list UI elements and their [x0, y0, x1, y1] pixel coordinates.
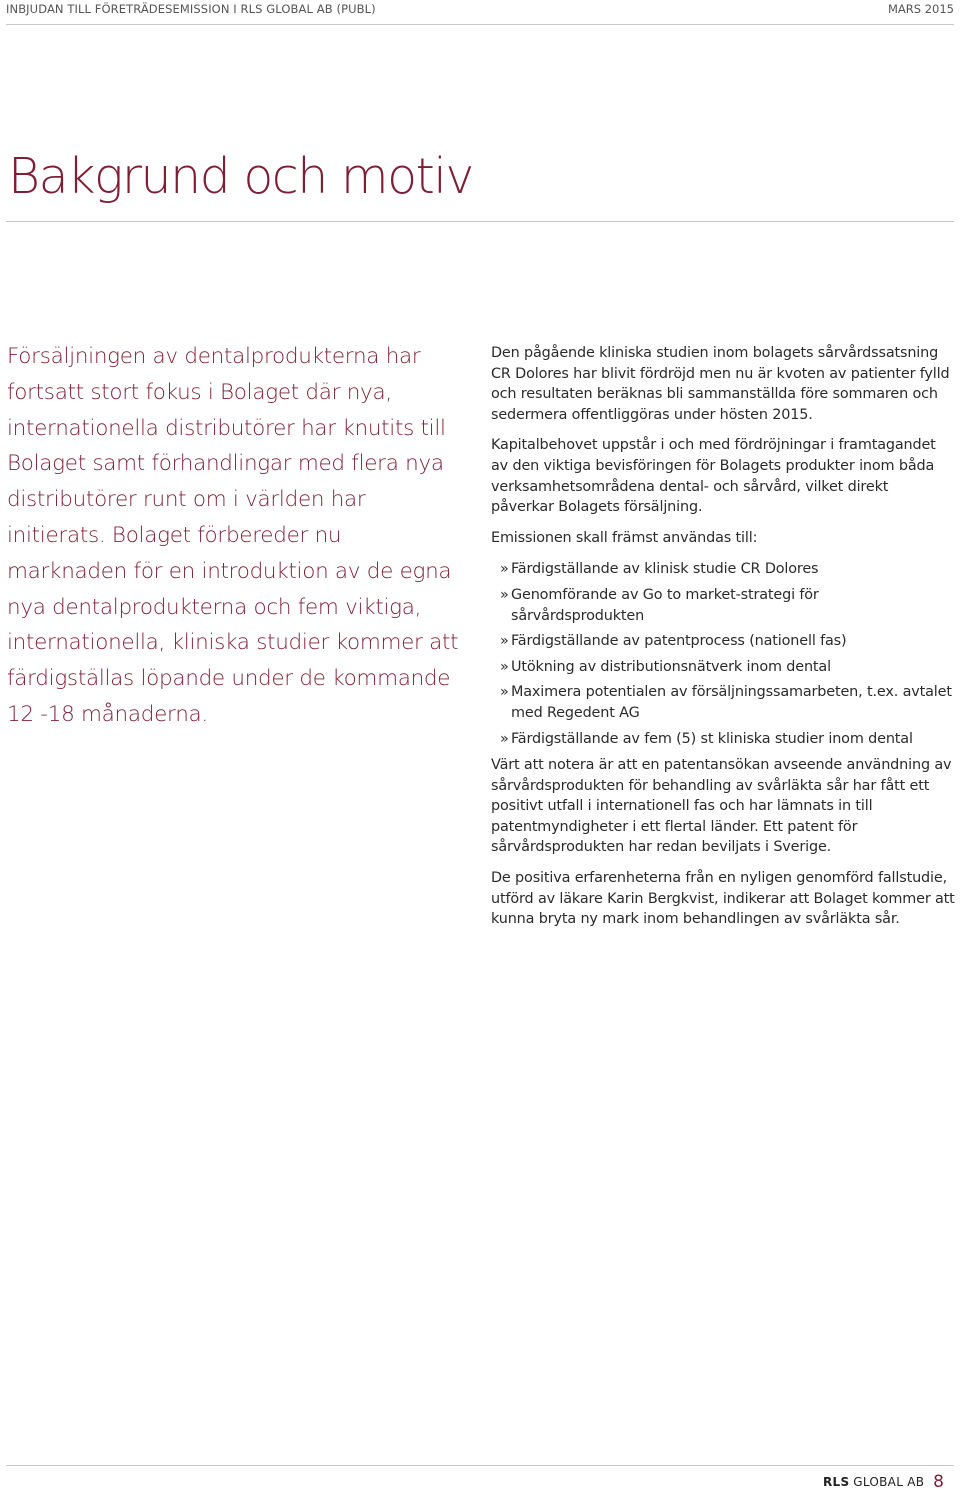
- brand-logo-text: RLS: [822, 1475, 850, 1489]
- page-header: [6, 0, 954, 24]
- page-footer: [823, 1471, 944, 1491]
- title-divider: [6, 221, 954, 222]
- body-paragraph-5: De positiva erfarenheterna från en nyligen genomförd fallstudie, utförd av läkare Karin Bergkvist, indikerar att Bolaget kommer att kunna bryta ny mark inom behandlingen av svårläkta sår.: [491, 870, 955, 928]
- list-item: » Färdigställande av fem (5) st kliniska studier inom dental: [500, 729, 955, 750]
- page-number: 8: [933, 1472, 944, 1492]
- bullet-mark: »: [500, 658, 509, 675]
- header-divider: [6, 24, 954, 25]
- list-item: » Maximera potentialen av försäljningssamarbeten, t.ex. avtalet med Regedent AG: [500, 684, 952, 721]
- document-title: INBJUDAN TILL FÖRETRÄDESEMISSION I RLS GLOBAL AB (PUBL): [6, 2, 376, 16]
- list-item: » Färdigställande av klinisk studie CR Dolores: [500, 559, 955, 580]
- body-paragraph-4: Värt att notera är att en patentansökan avseende användning av sårvårdsprodukten för behandling av svårläkta sår har fått ett positivt utfall i internationell fas och har lämnats in till patentmyndigheter i ett flertal länder. Ett patent för sårvårdsprodukten har redan beviljats i Sverige.: [491, 757, 952, 856]
- bullet-mark: »: [500, 586, 509, 603]
- bullet-mark: »: [500, 633, 509, 650]
- body-paragraph-3: Emissionen skall främst användas till:: [491, 529, 758, 546]
- ingress-paragraph: Försäljningen av dentalprodukterna har fortsatt stort fokus i Bolaget där nya, internationella distributörer har knutits till Bolaget samt förhandlingar med flera nya distributörer runt om i världen har initierats. Bolaget förbereder nu marknaden för en introduktion av de egna nya dentalprodukterna och fem viktiga, internationella, kliniska studier kommer att färdigställas löpande under de kommande 12 -18 månaderna.: [7, 344, 459, 727]
- list-item: » Färdigställande av patentprocess (nationell fas): [500, 631, 955, 652]
- use-of-proceeds-list: [491, 559, 955, 749]
- list-item: » Utökning av distributionsnätverk inom dental: [500, 657, 955, 678]
- bullet-mark: »: [500, 561, 509, 578]
- footer-divider: [6, 1465, 954, 1466]
- body-paragraph-1: Den pågående kliniska studien inom bolagets sårvårdssatsning CR Dolores har blivit fördröjd men nu är kvoten av patienter fylld och resultaten beräknas bli sammanställda före sommaren och sedermera offentliggöras under hösten 2015.: [491, 345, 950, 423]
- bullet-mark: »: [500, 730, 509, 747]
- body-column: [491, 343, 955, 940]
- document-date: MARS 2015: [887, 2, 954, 16]
- list-item: » Genomförande av Go to market-strategi för sårvårdsprodukten: [500, 586, 819, 624]
- section-title: Bakgrund och motiv: [8, 148, 473, 205]
- bullet-mark: »: [500, 684, 509, 701]
- brand-logo-subtext: GLOBAL AB: [853, 1475, 925, 1489]
- body-paragraph-2: Kapitalbehovet uppstår i och med fördröjningar i framtagandet av den viktiga bevisföringen för Bolagets produkter inom båda verksamhetsområdena dental- och sårvård, vilket direkt påverkar Bolagets försäljning.: [491, 437, 936, 516]
